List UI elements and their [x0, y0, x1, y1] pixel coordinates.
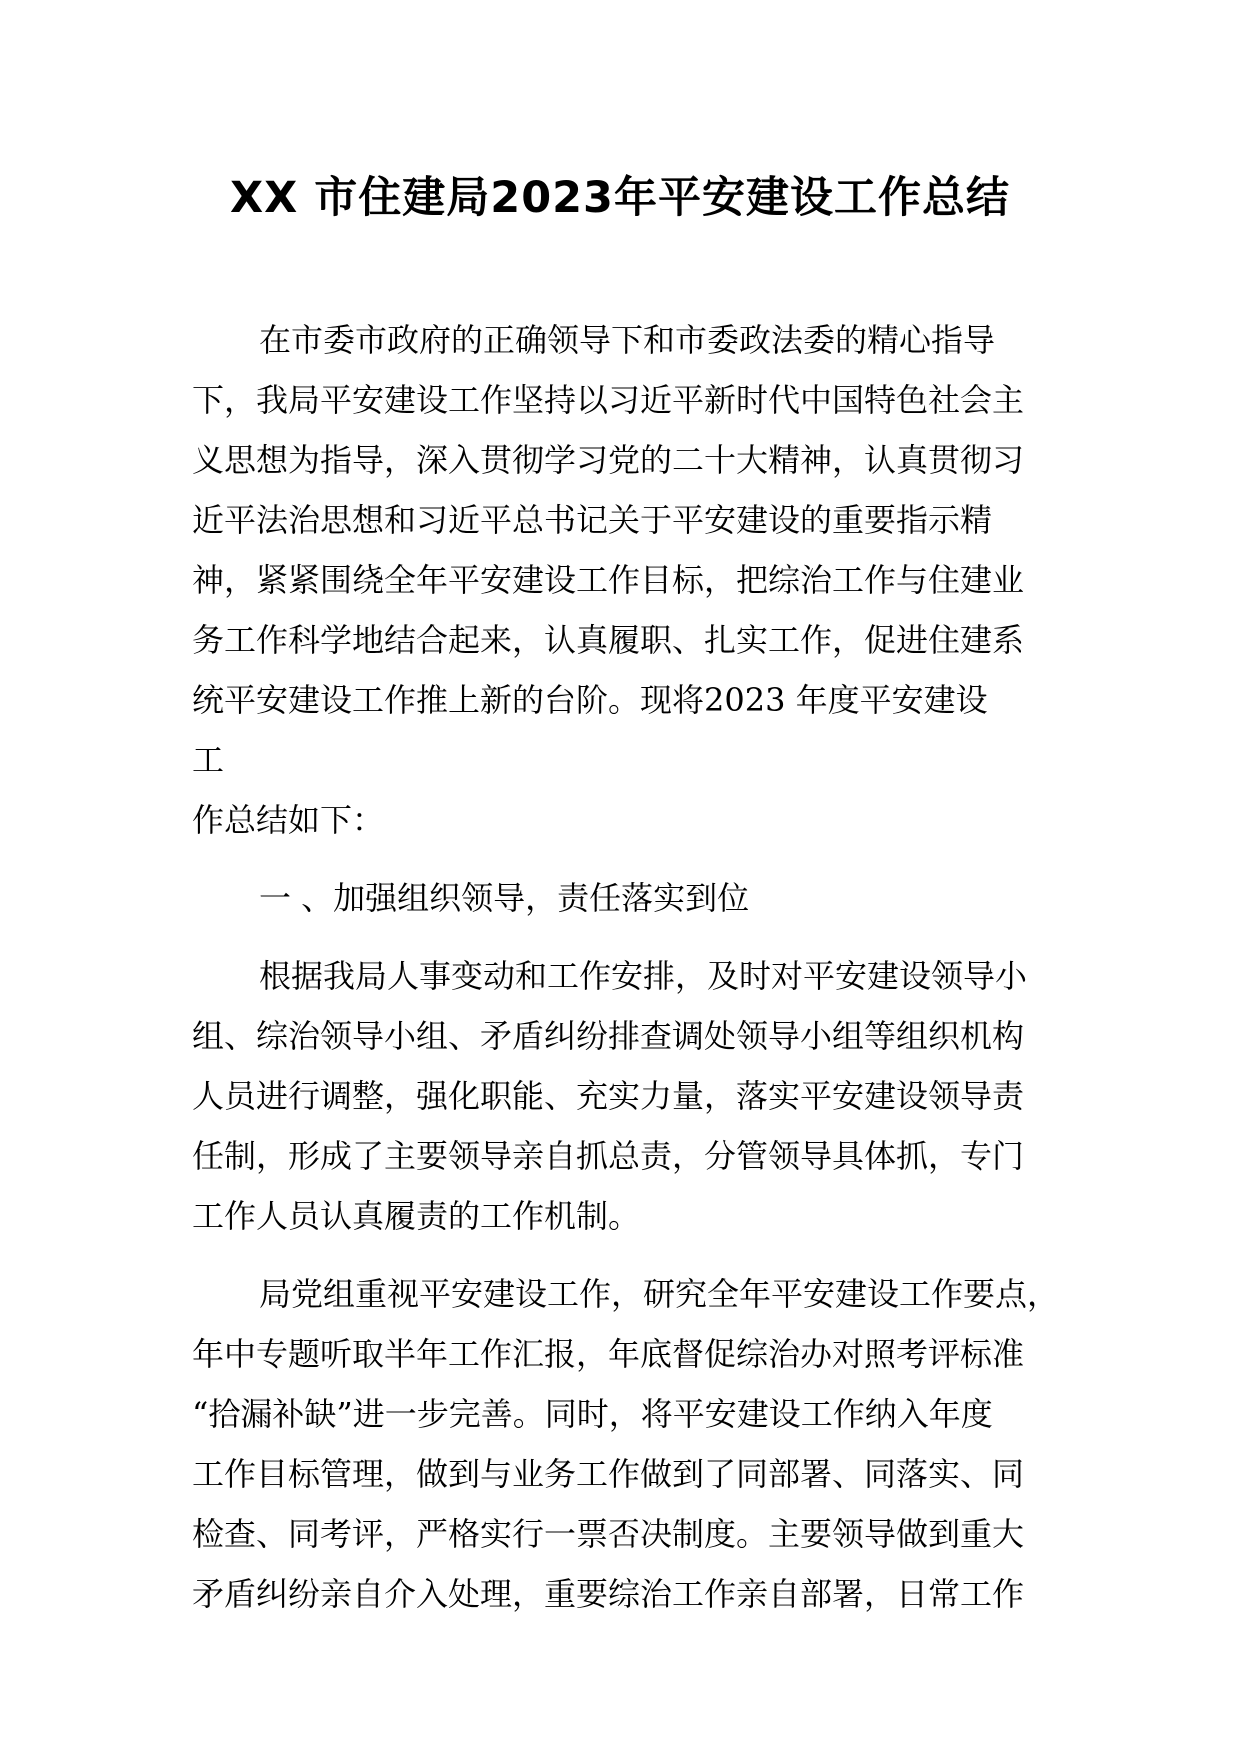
text-line: 年中专题听取半年工作汇报，年底督促综治办对照考评标准: [192, 1335, 1025, 1373]
paragraph-2: [192, 1264, 1060, 1624]
text-line: 局党组重视平安建设工作，研究全年平安建设工作要点，: [259, 1275, 1060, 1313]
text-line: 组、综治领导小组、矛盾纠纷排查调处领导小组等组织机构: [192, 1017, 1025, 1055]
text-line: 矛盾纠纷亲自介入处理，重要综治工作亲自部署，日常工作: [192, 1575, 1025, 1613]
section-heading: [192, 868, 1052, 928]
text-line: 义思想为指导，深入贯彻学习党的二十大精神，认真贯彻习: [192, 441, 1025, 479]
text-line: 检查、同考评，严格实行一票否决制度。主要领导做到重大: [192, 1515, 1025, 1553]
paragraph-gap: [192, 928, 1052, 946]
text-line: 近平法治思想和习近平总书记关于平安建设的重要指示精: [192, 501, 993, 539]
document-title: XX 市住建局2023年平安建设工作总结: [230, 173, 1010, 223]
document-body: [192, 310, 1060, 1624]
text-line: 下，我局平安建设工作坚持以习近平新时代中国特色社会主: [192, 381, 1025, 419]
paragraph-gap: [192, 850, 1052, 868]
text-line: 统平安建设工作推上新的台阶。现将2023 年度平安建设: [192, 681, 988, 719]
text-line: 务工作科学地结合起来，认真履职、扎实工作，促进住建系: [192, 621, 1025, 659]
text-line: 工作人员认真履责的工作机制。: [192, 1197, 641, 1235]
text-line: “拾漏补缺”进一步完善。同时，将平安建设工作纳入年度: [192, 1395, 993, 1433]
text-line: 人员进行调整，强化职能、充实力量，落实平安建设领导责: [192, 1077, 1025, 1115]
text-line: 神，紧紧围绕全年平安建设工作目标，把综治工作与住建业: [192, 561, 1025, 599]
section-1-heading: 一 、加强组织领导，责任落实到位: [259, 879, 750, 917]
paragraph-1: [192, 946, 1052, 1246]
intro-paragraph: [192, 310, 1052, 850]
text-line: 在市委市政府的正确领导下和市委政法委的精心指导: [259, 321, 996, 359]
text-line: 作总结如下：: [192, 801, 385, 839]
text-line: 根据我局人事变动和工作安排，及时对平安建设领导小: [259, 957, 1028, 995]
text-line: 任制，形成了主要领导亲自抓总责，分管领导具体抓，专门: [192, 1137, 1025, 1175]
paragraph-gap: [192, 1246, 1052, 1264]
text-line: 工作目标管理，做到与业务工作做到了同部署、同落实、同: [192, 1455, 1025, 1493]
text-line: 工: [192, 741, 225, 779]
